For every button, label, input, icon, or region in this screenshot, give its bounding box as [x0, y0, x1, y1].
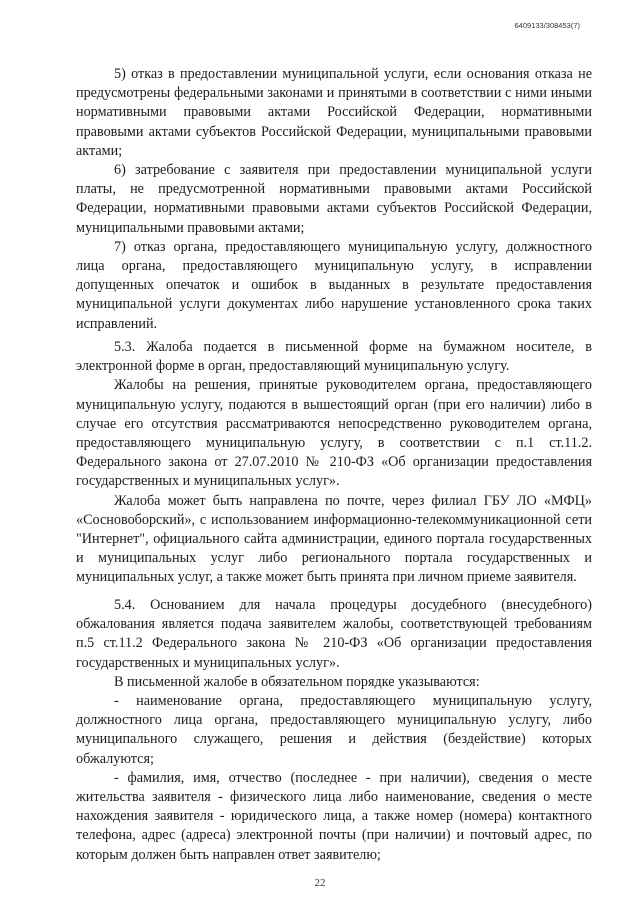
section-5-3: [76, 338, 592, 588]
paragraph-item-7: 7) отказ органа, предоставляющего муниципальную услугу, должностного лица органа, предоставляющего муниципальную услугу, в исправлении допущенных опечаток и ошибок в выданных в результате предоставления муниципальной услуги документах либо нарушение установленного срока таких исправлений.: [76, 238, 592, 332]
paragraph-complaint-channels: Жалоба может быть направлена по почте, через филиал ГБУ ЛО «МФЦ» «Сосновоборский», с использованием информационно-телекоммуникационной сети "Интернет", официального сайта администрации, единого портала государственных и муниципальных услуг либо регионального портала государственных и муниципальных услуг, а также может быть принята при личном приеме заявителя.: [76, 492, 592, 586]
page-number: 22: [314, 877, 326, 889]
paragraph-complaints-decisions: Жалобы на решения, принятые руководителем органа, предоставляющего муниципальную услугу, подаются в вышестоящий орган (при его наличии) либо в случае его отсутствия рассматриваются непосредственно руководителем органа, предоставляющего муниципальную услугу, в соответствии с п.1 ст.11.2. Федерального закона от 27.07.2010 № 210-ФЗ «Об организации предоставления государственных и муниципальных услуг».: [76, 377, 592, 490]
paragraph-applicant-info: - фамилия, имя, отчество (последнее - при наличии), сведения о месте жительства заявителя - физического лица либо наименование, сведения о месте нахождения заявителя - юридического лица, а также номер (номера) контактного телефона, адрес (адреса) электронной почты (при наличии) и почтовый адрес, по которым должен быть направлен ответ заявителю;: [76, 769, 592, 863]
document-id: 6409133/308453(7): [514, 21, 580, 30]
section-list-items: [76, 65, 592, 334]
paragraph-5-3: 5.3. Жалоба подается в письменной форме на бумажном носителе, в электронной форме в орган, предоставляющий муниципальную услугу.: [76, 339, 592, 375]
paragraph-item-5: 5) отказ в предоставлении муниципальной услуги, если основания отказа не предусмотрены федеральными законами и принятыми в соответствии с ними иными нормативными правовыми актами Российской Федерации, нормативными правовыми актами субъектов Российской Федерации, муниципальными правовыми актами;: [76, 66, 592, 159]
paragraph-5-4: 5.4. Основанием для начала процедуры досудебного (внесудебного) обжалования является подача заявителем жалобы, соответствующей требованиям п.5 ст.11.2 Федерального закона № 210-ФЗ «Об организации предоставления государственных и муниципальных услуг».: [76, 597, 592, 671]
paragraph-body-name: - наименование органа, предоставляющего муниципальную услугу, должностного лица органа, предоставляющего муниципальную услугу, либо муниципального служащего, решения и действия (бездействие) которых обжалуются;: [76, 693, 592, 767]
paragraph-required-intro: В письменной жалобе в обязательном порядке указываются:: [114, 673, 480, 690]
section-5-4: [76, 596, 592, 865]
paragraph-item-6: 6) затребование с заявителя при предоставлении муниципальной услуги платы, не предусмотренной нормативными правовыми актами Российской Федерации, нормативными правовыми актами субъектов Российской Федерации, муниципальными правовыми актами;: [76, 162, 592, 236]
